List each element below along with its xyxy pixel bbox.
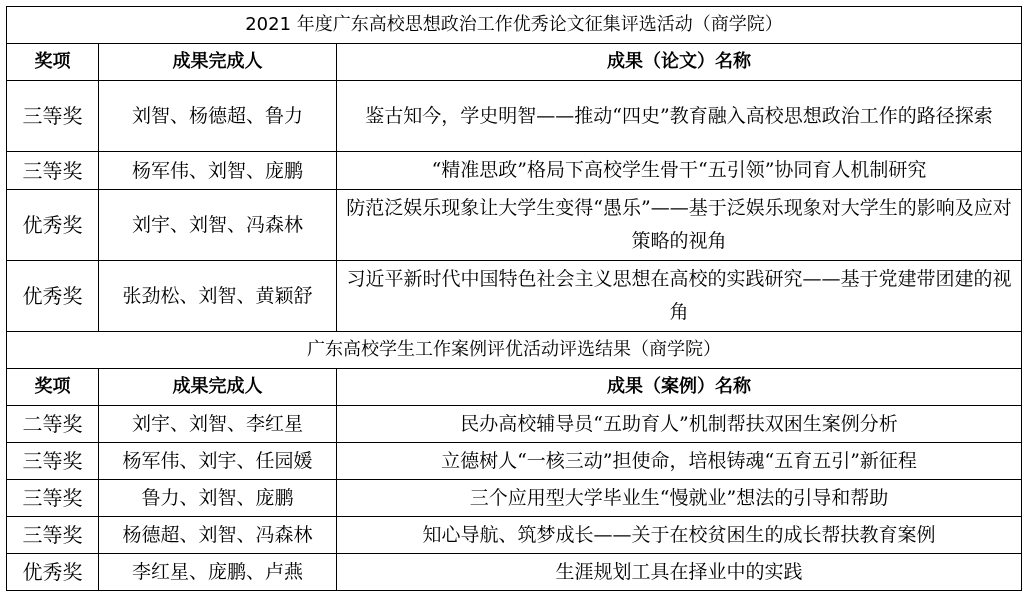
award-cell: 优秀奖 [7, 261, 99, 332]
section2-title-row [7, 332, 1022, 369]
award-cell: 二等奖 [7, 406, 99, 443]
award-cell: 三等奖 [7, 152, 99, 190]
people-cell: 张劲松、刘智、黄颖舒 [99, 261, 337, 332]
section2-title: 广东高校学生工作案例评优活动评选结果（商学院） [7, 332, 1022, 369]
header-award: 奖项 [7, 44, 99, 81]
table-row [7, 517, 1022, 554]
section1-title-row [7, 7, 1022, 44]
award-cell: 三等奖 [7, 517, 99, 554]
case-name-cell: 知心导航、筑梦成长——关于在校贫困生的成长帮扶教育案例 [337, 517, 1022, 554]
case-name-cell: 生涯规划工具在择业中的实践 [337, 554, 1022, 591]
people-cell: 杨军伟、刘智、庞鹏 [99, 152, 337, 190]
header-title: 成果（案例）名称 [337, 369, 1022, 406]
header-title: 成果（论文）名称 [337, 44, 1022, 81]
table-row [7, 406, 1022, 443]
table-row [7, 81, 1022, 152]
paper-name-cell: 防范泛娱乐现象让大学生变得“愚乐”——基于泛娱乐现象对大学生的影响及应对策略的视角 [337, 190, 1022, 261]
award-cell: 三等奖 [7, 81, 99, 152]
people-cell: 刘宇、刘智、冯森林 [99, 190, 337, 261]
people-cell: 鲁力、刘智、庞鹏 [99, 480, 337, 517]
table-row [7, 261, 1022, 332]
header-people: 成果完成人 [99, 44, 337, 81]
table-row [7, 554, 1022, 591]
people-cell: 刘宇、刘智、李红星 [99, 406, 337, 443]
header-award: 奖项 [7, 369, 99, 406]
section1-title: 2021 年度广东高校思想政治工作优秀论文征集评选活动（商学院） [7, 7, 1022, 44]
case-name-cell: 立德树人“一核三动”担使命，培根铸魂“五育五引”新征程 [337, 443, 1022, 480]
people-cell: 刘智、杨德超、鲁力 [99, 81, 337, 152]
paper-name-cell: “精准思政”格局下高校学生骨干“五引领”协同育人机制研究 [337, 152, 1022, 190]
section2-header-row [7, 369, 1022, 406]
table-row [7, 443, 1022, 480]
award-cell: 优秀奖 [7, 190, 99, 261]
people-cell: 李红星、庞鹏、卢燕 [99, 554, 337, 591]
award-cell: 优秀奖 [7, 554, 99, 591]
people-cell: 杨军伟、刘宇、任园媛 [99, 443, 337, 480]
table-row [7, 480, 1022, 517]
people-cell: 杨德超、刘智、冯森林 [99, 517, 337, 554]
case-name-cell: 三个应用型大学毕业生“慢就业”想法的引导和帮助 [337, 480, 1022, 517]
header-people: 成果完成人 [99, 369, 337, 406]
section1-header-row [7, 44, 1022, 81]
case-name-cell: 民办高校辅导员“五助育人”机制帮扶双困生案例分析 [337, 406, 1022, 443]
award-cell: 三等奖 [7, 480, 99, 517]
table-row [7, 190, 1022, 261]
paper-name-cell: 习近平新时代中国特色社会主义思想在高校的实践研究——基于党建带团建的视角 [337, 261, 1022, 332]
table-row [7, 152, 1022, 190]
awards-document [6, 6, 1021, 591]
paper-name-cell: 鉴古知今，学史明智——推动“四史”教育融入高校思想政治工作的路径探索 [337, 81, 1022, 152]
awards-table [6, 6, 1022, 591]
award-cell: 三等奖 [7, 443, 99, 480]
